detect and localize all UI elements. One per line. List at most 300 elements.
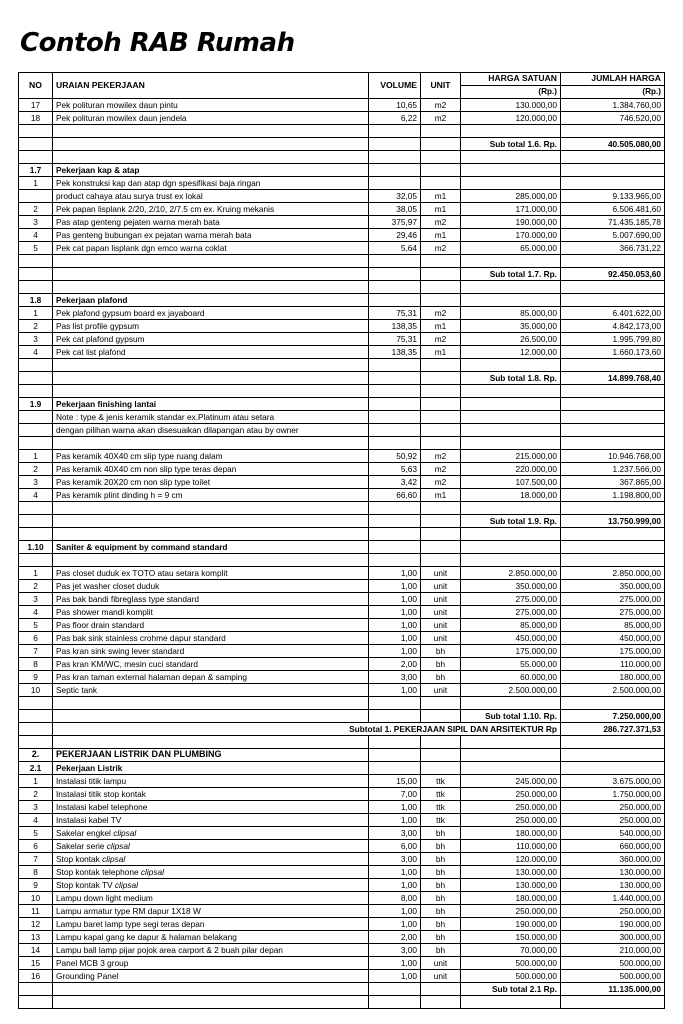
cell-no: 8 [19,866,53,879]
cell-empty [369,294,421,307]
cell-vol: 66,60 [369,489,421,502]
table-row [19,879,665,892]
cell-vol: 1,00 [369,957,421,970]
table-row [19,320,665,333]
table-row-blank [19,736,665,749]
cell-empty [19,983,53,996]
table-row [19,489,665,502]
cell-jumlah: 85.000,00 [561,619,665,632]
cell-no: 3 [19,801,53,814]
cell-jumlah [561,424,665,437]
cell-vol: 75,31 [369,333,421,346]
cell-no: 17 [19,99,53,112]
cell-desc: Pek plafond gypsum board ex jayaboard [53,307,369,320]
table-row [19,840,665,853]
cell-empty [561,502,665,515]
cell-no: 10 [19,892,53,905]
table-row [19,411,665,424]
cell-empty [53,151,369,164]
cell-empty [461,528,561,541]
cell-jumlah: 5.007.690,00 [561,229,665,242]
cell-harga: 275.000,00 [461,593,561,606]
cell-jumlah: 175.000,00 [561,645,665,658]
cell-unit: unit [421,619,461,632]
cell-jumlah: 2.500.000,00 [561,684,665,697]
cell-unit: ttk [421,801,461,814]
cell-empty [369,164,421,177]
cell-empty [561,294,665,307]
cell-jumlah: 1.995.799,80 [561,333,665,346]
cell-harga: 285.000,00 [461,190,561,203]
cell-empty [369,749,421,762]
cell-no: 4 [19,606,53,619]
cell-unit: m2 [421,333,461,346]
cell-empty [421,398,461,411]
table-row-major-section [19,749,665,762]
cell-no: 5 [19,619,53,632]
cell-empty [19,723,53,736]
cell-empty [53,996,369,1009]
cell-desc: Pas keramik plint dinding h = 9 cm [53,489,369,502]
table-row-subtotal [19,710,665,723]
cell-empty [421,294,461,307]
cell-harga: 130.000,00 [461,866,561,879]
cell-no: 3 [19,333,53,346]
cell-harga: 250.000,00 [461,801,561,814]
cell-unit: m2 [421,307,461,320]
cell-desc: Pas bak bandi fibreglass type standard [53,593,369,606]
cell-desc: Pas floor drain standard [53,619,369,632]
cell-desc: Instalasi titik stop kontak [53,788,369,801]
cell-empty [561,554,665,567]
cell-no: 2.1 [19,762,53,775]
cell-empty [53,515,369,528]
cell-vol: 1,00 [369,905,421,918]
cell-unit: m2 [421,99,461,112]
cell-jumlah: 6.506.481,60 [561,203,665,216]
table-row [19,476,665,489]
col-header-unit: UNIT [421,73,461,99]
cell-empty [421,437,461,450]
cell-empty [53,528,369,541]
cell-empty [561,125,665,138]
cell-desc: Pek cat plafond gypsum [53,333,369,346]
cell-jumlah [561,411,665,424]
cell-jumlah: 360.000,00 [561,853,665,866]
cell-unit: m2 [421,476,461,489]
cell-empty [561,697,665,710]
cell-empty [53,281,369,294]
cell-jumlah: 190.000,00 [561,918,665,931]
cell-jumlah: 2.850.000,00 [561,567,665,580]
table-row-section [19,164,665,177]
cell-unit: m1 [421,320,461,333]
cell-unit: m2 [421,463,461,476]
cell-empty [561,398,665,411]
cell-harga: 26.500,00 [461,333,561,346]
subtotal-value: 7.250.000,00 [561,710,665,723]
cell-empty [561,151,665,164]
cell-desc: dengan pilihan warna akan disesuaikan dilapangan atau by owner [53,424,369,437]
table-row-subtotal [19,515,665,528]
cell-empty [19,281,53,294]
cell-harga: 245.000,00 [461,775,561,788]
cell-unit: bh [421,840,461,853]
cell-jumlah: 366.731,22 [561,242,665,255]
cell-empty [53,736,369,749]
cell-empty [421,710,461,723]
cell-vol [369,177,421,190]
cell-empty [461,437,561,450]
cell-empty [53,983,369,996]
cell-vol [369,424,421,437]
table-row [19,229,665,242]
cell-empty [369,281,421,294]
cell-vol: 3,00 [369,853,421,866]
table-row [19,99,665,112]
cell-vol [369,411,421,424]
cell-desc: Pas list profile gypsum [53,320,369,333]
cell-vol: 1,00 [369,801,421,814]
cell-empty [369,515,421,528]
cell-desc: Pek cat list plafond [53,346,369,359]
cell-no: 5 [19,242,53,255]
cell-desc: Pekerjaan finishing lantai [53,398,369,411]
cell-no: 1 [19,567,53,580]
page-title: Contoh RAB Rumah [20,28,295,58]
cell-harga: 250.000,00 [461,814,561,827]
cell-jumlah: 350.000,00 [561,580,665,593]
cell-unit: bh [421,866,461,879]
cell-unit: unit [421,606,461,619]
cell-harga: 2.500.000,00 [461,684,561,697]
cell-unit: bh [421,931,461,944]
cell-harga: 85.000,00 [461,307,561,320]
cell-no: 13 [19,931,53,944]
cell-empty [561,736,665,749]
cell-no: 3 [19,593,53,606]
cell-no: 2 [19,463,53,476]
cell-harga: 170.000,00 [461,229,561,242]
cell-jumlah: 4.842.173,00 [561,320,665,333]
cell-desc: Pas genteng bubungan ex pejatan warna merah bata [53,229,369,242]
cell-no: 8 [19,658,53,671]
cell-no: 16 [19,970,53,983]
cell-desc: Stop kontak clipsal [53,853,369,866]
cell-harga: 130.000,00 [461,99,561,112]
cell-jumlah [561,177,665,190]
cell-harga: 275.000,00 [461,606,561,619]
cell-empty [369,151,421,164]
cell-empty [421,515,461,528]
cell-no: 12 [19,918,53,931]
cell-vol: 1,00 [369,619,421,632]
cell-jumlah: 300.000,00 [561,931,665,944]
cell-jumlah: 660.000,00 [561,840,665,853]
table-row [19,788,665,801]
cell-no: 11 [19,905,53,918]
table-row [19,567,665,580]
cell-desc: Pek polituran mowilex daun pintu [53,99,369,112]
cell-empty [421,528,461,541]
cell-unit: bh [421,879,461,892]
cell-vol: 1,00 [369,580,421,593]
cell-empty [53,359,369,372]
cell-harga: 250.000,00 [461,788,561,801]
cell-desc: Pas kran KM/WC, mesin cuci standard [53,658,369,671]
cell-empty [461,398,561,411]
cell-empty [53,502,369,515]
table-row [19,645,665,658]
cell-desc: Septic tank [53,684,369,697]
cell-empty [19,268,53,281]
cell-unit: m1 [421,190,461,203]
subtotal-label: Sub total 2.1 Rp. [461,983,561,996]
col-header-harga-satuan-unit: (Rp.) [461,86,561,99]
grand-subtotal-label: Subtotal 1. PEKERJAAN SIPIL DAN ARSITEKTUR Rp [53,723,561,736]
table-row-section [19,762,665,775]
cell-desc: Pas shower mandi komplit [53,606,369,619]
table-row-subtotal [19,138,665,151]
cell-harga: 220.000,00 [461,463,561,476]
table-row [19,190,665,203]
cell-unit: bh [421,645,461,658]
cell-no: 18 [19,112,53,125]
table-row-blank [19,996,665,1009]
cell-empty [19,437,53,450]
table-body [19,99,665,1009]
cell-unit: ttk [421,814,461,827]
cell-no: 2 [19,320,53,333]
cell-empty [461,281,561,294]
cell-empty [421,502,461,515]
cell-vol: 7,00 [369,788,421,801]
cell-unit: m2 [421,242,461,255]
cell-jumlah: 1.237.566,00 [561,463,665,476]
table-row [19,970,665,983]
cell-jumlah: 1.440.000,00 [561,892,665,905]
table-row [19,216,665,229]
cell-empty [561,762,665,775]
cell-jumlah: 250.000,00 [561,814,665,827]
cell-empty [19,138,53,151]
subtotal-value: 13.750.999,00 [561,515,665,528]
cell-empty [19,372,53,385]
cell-harga: 190.000,00 [461,918,561,931]
table-row [19,957,665,970]
cell-jumlah: 500.000,00 [561,970,665,983]
cell-harga: 500.000,00 [461,957,561,970]
cell-no: 9 [19,671,53,684]
cell-empty [369,372,421,385]
cell-vol: 6,00 [369,840,421,853]
cell-desc: Sakelar serie clipsal [53,840,369,853]
cell-empty [421,749,461,762]
cell-vol: 5,63 [369,463,421,476]
cell-harga: 65.000,00 [461,242,561,255]
col-header-no: NO [19,73,53,99]
cell-vol: 10,65 [369,99,421,112]
cell-empty [421,736,461,749]
cell-no: 9 [19,879,53,892]
cell-unit: m1 [421,346,461,359]
cell-empty [421,268,461,281]
table-row [19,905,665,918]
cell-desc: Pekerjaan kap & atap [53,164,369,177]
cell-unit: m2 [421,450,461,463]
cell-harga: 35.000,00 [461,320,561,333]
cell-vol: 1,00 [369,866,421,879]
table-row [19,853,665,866]
table-row-blank [19,255,665,268]
cell-vol: 1,00 [369,606,421,619]
table-row [19,684,665,697]
cell-vol: 38,05 [369,203,421,216]
cell-unit: unit [421,567,461,580]
cell-empty [369,437,421,450]
cell-harga: 150.000,00 [461,931,561,944]
cell-vol: 3,42 [369,476,421,489]
cell-no: 4 [19,489,53,502]
cell-harga: 18.000,00 [461,489,561,502]
cell-unit: m1 [421,229,461,242]
cell-empty [421,359,461,372]
cell-empty [19,125,53,138]
cell-no: 15 [19,957,53,970]
table-row [19,944,665,957]
cell-empty [461,541,561,554]
cell-empty [461,749,561,762]
cell-empty [19,515,53,528]
cell-desc: Pas atap genteng pejaten warna merah bata [53,216,369,229]
cell-vol: 1,00 [369,645,421,658]
cell-empty [369,138,421,151]
cell-empty [461,255,561,268]
cell-empty [421,138,461,151]
table-row-subtotal [19,983,665,996]
cell-empty [421,281,461,294]
table-row [19,424,665,437]
cell-empty [369,710,421,723]
table-row [19,333,665,346]
cell-vol: 375,97 [369,216,421,229]
cell-harga: 107.500,00 [461,476,561,489]
cell-unit: unit [421,970,461,983]
cell-desc: Pas closet duduk ex TOTO atau setara komplit [53,567,369,580]
table-row [19,463,665,476]
cell-desc: Pek polituran mowilex daun jendela [53,112,369,125]
cell-no [19,190,53,203]
cell-empty [461,697,561,710]
cell-harga: 190.000,00 [461,216,561,229]
table-row-section [19,398,665,411]
cell-empty [19,502,53,515]
cell-vol: 138,35 [369,346,421,359]
cell-empty [461,502,561,515]
cell-unit: m1 [421,203,461,216]
cell-vol: 1,00 [369,684,421,697]
cell-unit [421,424,461,437]
cell-empty [561,541,665,554]
cell-jumlah: 180.000,00 [561,671,665,684]
col-header-volume: VOLUME [369,73,421,99]
cell-jumlah: 250.000,00 [561,905,665,918]
cell-no: 3 [19,476,53,489]
cell-desc: Grounding Panel [53,970,369,983]
cell-no [19,424,53,437]
cell-desc: Lampu armatur type RM dapur 1X18 W [53,905,369,918]
subtotal-label: Sub total 1.8. Rp. [461,372,561,385]
subtotal-label: Sub total 1.7. Rp. [461,268,561,281]
cell-empty [561,996,665,1009]
cell-desc: Lampu ball lamp pijar pojok area carport & 2 buah pilar depan [53,944,369,957]
cell-jumlah: 275.000,00 [561,606,665,619]
col-header-harga-satuan: HARGA SATUAN [461,73,561,86]
cell-empty [369,736,421,749]
cell-unit: bh [421,905,461,918]
cell-desc: Pas keramik 40X40 cm non slip type teras depan [53,463,369,476]
table-row [19,450,665,463]
cell-no: 1 [19,307,53,320]
cell-vol: 32,05 [369,190,421,203]
cell-no: 6 [19,632,53,645]
cell-no: 1 [19,177,53,190]
cell-unit: bh [421,827,461,840]
cell-desc: Pas kran sink swing lever standard [53,645,369,658]
cell-empty [53,255,369,268]
cell-harga: 110.000,00 [461,840,561,853]
cell-empty [369,554,421,567]
cell-empty [53,268,369,281]
cell-jumlah: 500.000,00 [561,957,665,970]
table-row [19,203,665,216]
cell-no: 10 [19,684,53,697]
cell-no: 1.8 [19,294,53,307]
col-header-jumlah-harga-unit: (Rp.) [561,86,665,99]
cell-empty [421,125,461,138]
cell-no: 7 [19,853,53,866]
cell-harga: 120.000,00 [461,112,561,125]
table-row [19,112,665,125]
cell-empty [421,164,461,177]
cell-desc: Pek papan lisplank 2/20, 2/10, 2/7.5 cm ex. Kruing mekanis [53,203,369,216]
cell-harga: 175.000,00 [461,645,561,658]
table-row [19,632,665,645]
cell-unit: bh [421,944,461,957]
cell-unit: unit [421,632,461,645]
cell-harga [461,177,561,190]
cell-empty [19,554,53,567]
cell-unit [421,177,461,190]
cell-no: 1.10 [19,541,53,554]
cell-unit: unit [421,957,461,970]
cell-empty [561,528,665,541]
table-row-blank [19,554,665,567]
cell-unit: unit [421,580,461,593]
table-row [19,619,665,632]
cell-empty [561,437,665,450]
cell-no: 1.7 [19,164,53,177]
cell-empty [421,996,461,1009]
subtotal-label: Sub total 1.10. Rp. [461,710,561,723]
cell-desc: Pas keramik 20X20 cm non slip type toilet [53,476,369,489]
cell-vol: 3,00 [369,827,421,840]
table-row [19,671,665,684]
cell-empty [19,736,53,749]
cell-empty [53,710,369,723]
cell-empty [369,541,421,554]
cell-empty [461,996,561,1009]
